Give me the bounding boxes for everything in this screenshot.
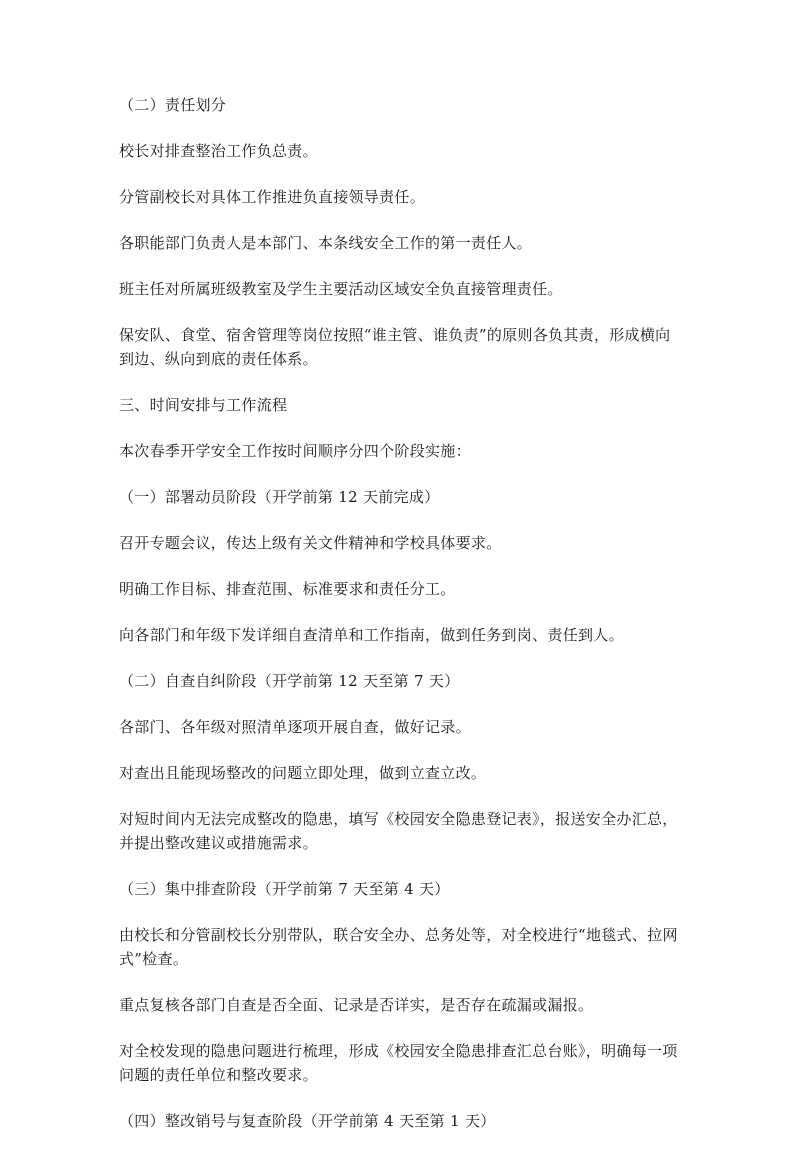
stage-heading-inspection: （三）集中排查阶段（开学前第 7 天至第 4 天） [119,880,450,898]
section-heading-responsibility: （二）责任划分 [119,96,227,114]
paragraph-ledger: 对全校发现的隐患问题进行梳理，形成《校园安全隐患排查汇总台账》，明确每一项问题的责任单位和整改要求。 [119,1042,678,1084]
paragraph-security-canteen: 保安队、食堂、宿舍管理等岗位按照“谁主管、谁负责”的原则各负其责，形成横向到边、纵向到底的责任体系。 [119,326,671,368]
paragraph-department-heads: 各职能部门负责人是本部门、本条线安全工作的第一责任人。 [119,234,533,252]
paragraph-hazard-register: 对短时间内无法完成整改的隐患，填写《校园安全隐患登记表》，报送安全办汇总，并提出整改建议或措施需求。 [119,810,678,852]
paragraph-review: 重点复核各部门自查是否全面、记录是否详实，是否存在疏漏或漏报。 [119,996,594,1014]
paragraph-principal: 校长对排查整治工作负总责。 [119,142,318,160]
paragraph-vice-principal: 分管副校长对具体工作推进负直接领导责任。 [119,188,426,206]
document-body [119,93,679,1155]
paragraph-class-teachers: 班主任对所属班级教室及学生主要活动区域安全负直接管理责任。 [119,280,563,298]
stage-heading-rectification: （四）整改销号与复查阶段（开学前第 4 天至第 1 天） [119,1112,496,1130]
paragraph-meeting: 召开专题会议，传达上级有关文件精神和学校具体要求。 [119,534,502,552]
stage-heading-self-check: （二）自查自纠阶段（开学前第 12 天至第 7 天） [119,672,460,690]
paragraph-immediate-fix: 对查出且能现场整改的问题立即处理，做到立查立改。 [119,764,487,782]
paragraph-goals: 明确工作目标、排查范围、标准要求和责任分工。 [119,580,456,598]
section-heading-schedule: 三、时间安排与工作流程 [119,396,288,414]
stage-heading-mobilization: （一）部署动员阶段（开学前第 12 天前完成） [119,488,440,506]
paragraph-four-stages: 本次春季开学安全工作按时间顺序分四个阶段实施： [119,442,471,460]
paragraph-inspection-team: 由校长和分管副校长分别带队，联合安全办、总务处等，对全校进行“地毯式、拉网式”检查。 [119,926,678,968]
paragraph-checklist: 向各部门和年级下发详细自查清单和工作指南，做到任务到岗、责任到人。 [119,626,624,644]
paragraph-self-check: 各部门、各年级对照清单逐项开展自查，做好记录。 [119,718,471,736]
